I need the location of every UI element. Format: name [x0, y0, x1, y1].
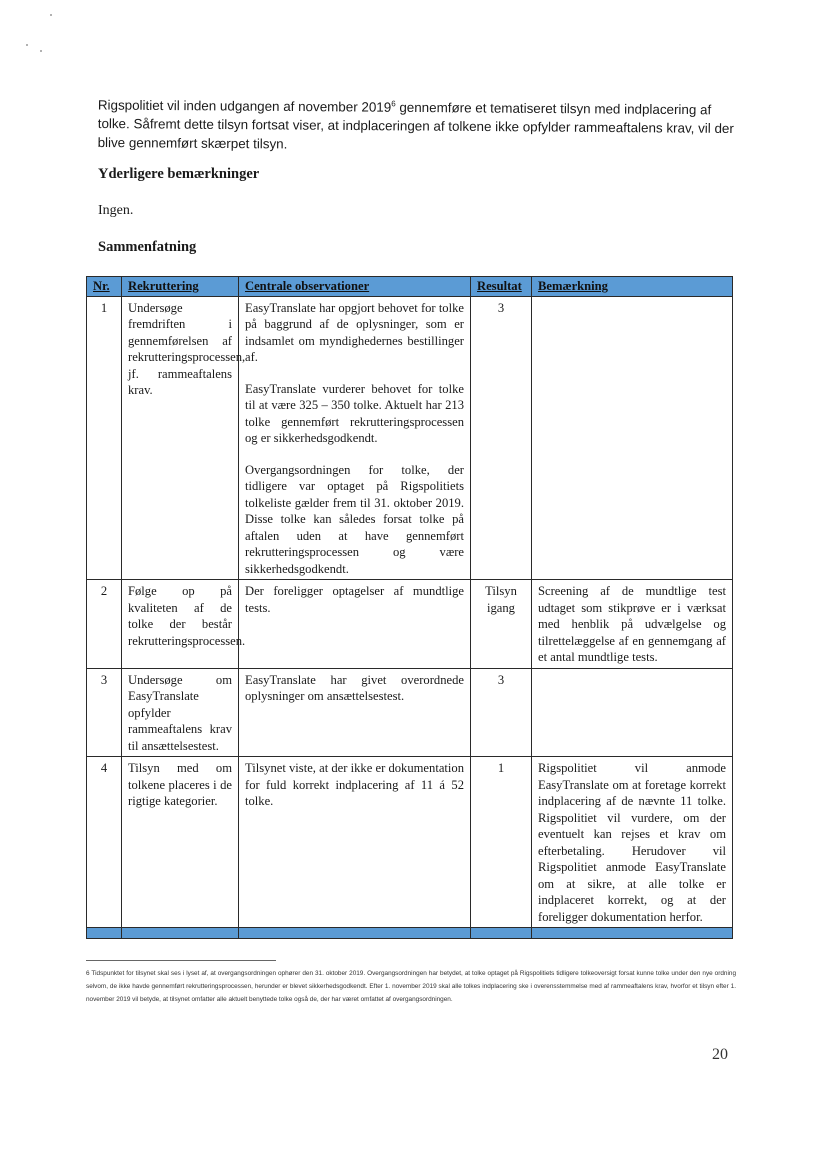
- table-footer-row: [87, 928, 733, 939]
- column-header-nr: Nr.: [87, 277, 122, 297]
- remarks-heading: Yderligere bemærkninger: [98, 166, 260, 182]
- observations-cell: Tilsynet viste, at der ikke er dokumentation for fuld korrekt indplacering af 11 á 52 tolke.: [239, 757, 471, 928]
- remark-cell: [532, 296, 733, 580]
- result-cell: 3: [471, 296, 532, 580]
- remarks-text: Ingen.: [98, 203, 134, 218]
- table-row: [87, 296, 733, 580]
- row-number: 2: [87, 580, 122, 669]
- page-number: 20: [712, 1046, 728, 1063]
- remark-cell: Rigspolitiet vil anmode EasyTranslate om at foretage korrekt indplacering af de nævnte 11 tolke. Rigspolitiet vil vurdere, om der eventuelt kan rejses et krav om efterbetaling. Herudover vil Rigspolitiet anmode EasyTranslate om at sikre, at alle tolke er indplaceret korrekt, og at der foreligger dokumentation herfor.: [532, 757, 733, 928]
- observation-paragraph: EasyTranslate vurderer behovet for tolke til at være 325 – 350 tolke. Aktuelt har 213 tolke gennemført rekrutteringsprocessen og er sikkerhedsgodkendt.: [245, 381, 464, 445]
- intro-paragraph: [98, 92, 746, 158]
- footnote-text: Tidspunktet for tilsynet skal ses i lyset af, at overgangsordningen ophører den 31. oktober 2019. Overgangsordningen har betydet, at tolke optaget på Rigspolitiets tidligere tolkeoversigt forsat kunne tolke under den nye ordning selvom, de ikke havde gennemført rekrutteringsprocessen, herunder er blevet sikkerhedsgodkendt. Efter 1. november 2019 skal alle tolkes indplacering ske i overensstemmelse med af rammeaftalens krav, hvorfor et tilsyn efter 1. november 2019 vil betyde, at tilsynet omfatter alle aktuelt benyttede tolke også de, der har været omfattet af overgangsordningen.: [86, 970, 736, 1003]
- footnote-number: 6: [86, 970, 90, 977]
- column-header-recruitment: Rekruttering: [122, 277, 239, 297]
- table-row: [87, 580, 733, 669]
- scan-speck: [40, 50, 42, 52]
- intro-text-start: Rigspolitiet vil inden udgangen af november 2019: [97, 97, 392, 115]
- column-header-observations: Centrale observationer: [239, 277, 471, 297]
- observation-paragraph: EasyTranslate har opgjort behovet for tolke på baggrund af de oplysninger, som er indsamlet om myndighedernes bestillinger af.: [245, 300, 464, 364]
- remark-cell: [532, 668, 733, 757]
- footnote-divider: [86, 960, 276, 961]
- table-row: [87, 757, 733, 928]
- intro-text-end: gennemføre et tematiseret tilsyn med indplacering af tolke. Såfremt dette tilsyn fortsat viser, at indplaceringen af tolkene ikke opfylder rammeaftalens krav, vil der blive gennemført skærpet tilsyn.: [97, 99, 734, 152]
- column-header-remark: Bemærkning: [532, 277, 733, 297]
- column-header-result: Resultat: [471, 277, 532, 297]
- recruitment-cell: Følge op på kvaliteten af de tolke der består rekrutteringsprocessen.: [122, 580, 239, 669]
- table-row: [87, 668, 733, 757]
- recruitment-cell: Undersøge om EasyTranslate opfylder rammeaftalens krav til ansættelsestest.: [122, 668, 239, 757]
- row-number: 1: [87, 296, 122, 580]
- row-number: 3: [87, 668, 122, 757]
- observations-cell: [239, 296, 471, 580]
- observations-cell: Der foreligger optagelser af mundtlige tests.: [239, 580, 471, 669]
- summary-heading: Sammenfatning: [98, 239, 197, 255]
- result-cell: Tilsyn igang: [471, 580, 532, 669]
- scan-speck: [50, 14, 52, 16]
- scan-speck: [26, 44, 28, 46]
- footnote-reference: 6: [391, 99, 396, 109]
- remark-cell: Screening af de mundtlige test udtaget som stikprøve er i værksat med henblik på udvælgelse og tilrettelæggelse af en gennemgang af et antal mundtlige tests.: [532, 580, 733, 669]
- summary-table: [86, 276, 733, 939]
- row-number: 4: [87, 757, 122, 928]
- recruitment-cell: Tilsyn med om tolkene placeres i de rigtige kategorier.: [122, 757, 239, 928]
- observation-paragraph: Overgangsordningen for tolke, der tidligere var optaget på Rigspolitiets tolkeliste gælder frem til 31. oktober 2019. Disse tolke kan således forsat tolke på aftalen uden at have gennemført rekrutteringsprocessen og være sikkerhedsgodkendt.: [245, 462, 464, 576]
- result-cell: 1: [471, 757, 532, 928]
- observations-cell: EasyTranslate har givet overordnede oplysninger om ansættelsestest.: [239, 668, 471, 757]
- recruitment-cell: Undersøge fremdriften i gennemførelsen af rekrutteringsprocessen, jf. rammeaftalens krav.: [122, 296, 239, 580]
- result-cell: 3: [471, 668, 532, 757]
- footnote: [86, 967, 736, 1006]
- table-header-row: [87, 277, 733, 297]
